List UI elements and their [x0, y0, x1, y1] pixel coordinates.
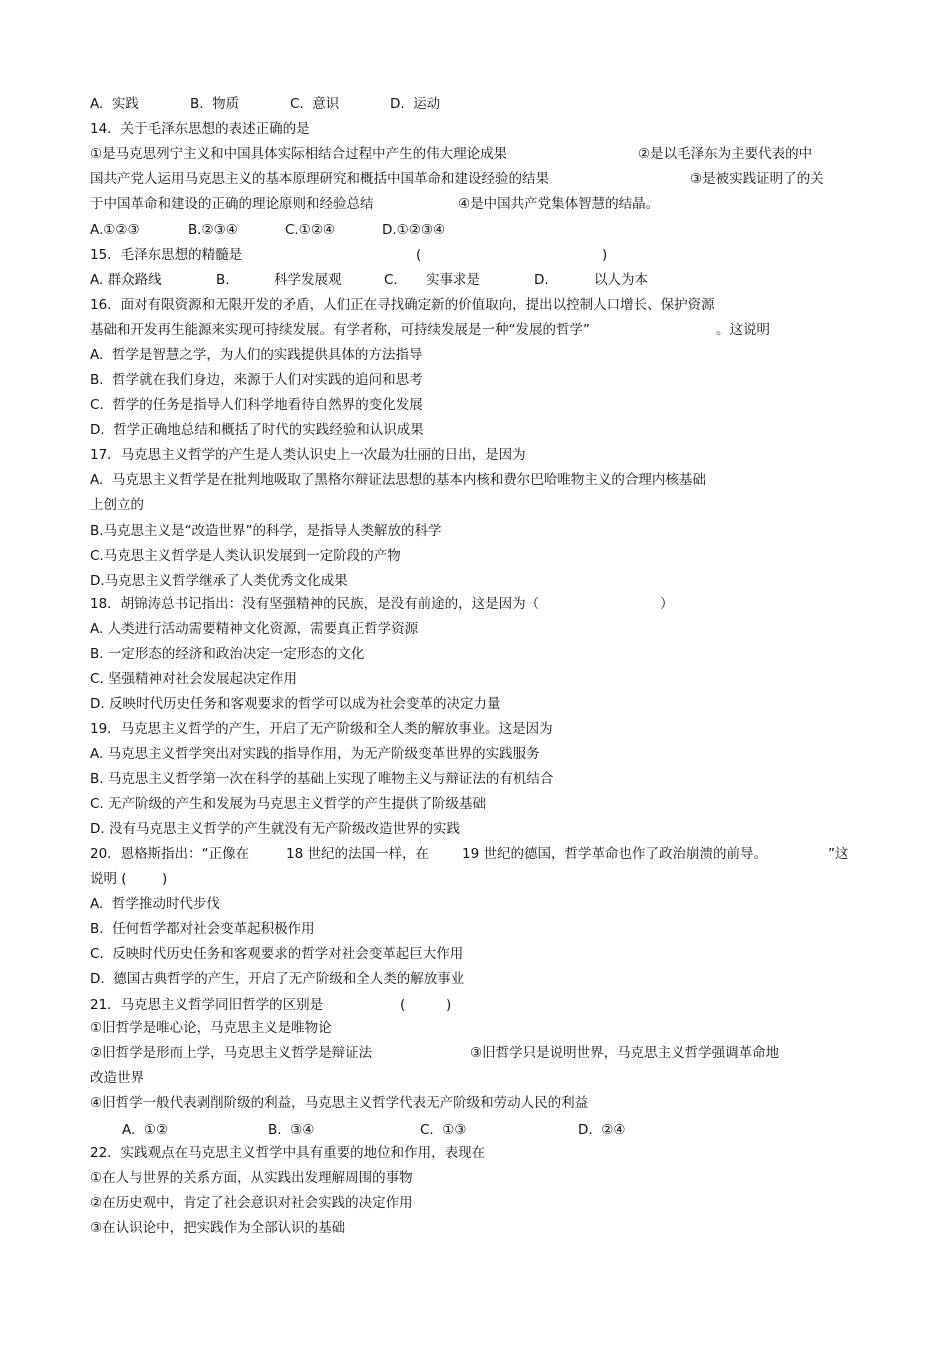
q20-stem-cont [90, 870, 168, 888]
q19-option-a: A. 马克思主义哲学突出对实践的指导作用，为无产阶级变革世界的实践服务 [90, 746, 540, 762]
question-text: 说明 ( [90, 871, 127, 887]
q21-statement-1: ①旧哲学是唯心论，马克思主义是唯物论 [90, 1020, 332, 1036]
statement-2: ②旧哲学是形而上学，马克思主义哲学是辩证法 [90, 1045, 373, 1061]
answer-paren-open: ( [416, 247, 422, 263]
option-d: D. 运动 [390, 96, 441, 112]
q20-option-b: B. 任何哲学都对社会变革起积极作用 [90, 921, 315, 937]
q16-option-d: D. 哲学正确地总结和概括了时代的实践经验和认识成果 [90, 422, 424, 438]
q21-statement-3-cont: 改造世界 [90, 1070, 144, 1086]
option-c: C. ①③ [420, 1122, 467, 1138]
q20-option-c: C. 反映时代历史任务和客观要求的哲学对社会变革起巨大作用 [90, 946, 464, 962]
q14-statement-line [90, 170, 824, 188]
option-d: D. ②④ [578, 1122, 626, 1138]
q18-option-d: D. 反映时代历史任务和客观要求的哲学可以成为社会变革的决定力量 [90, 696, 501, 712]
option-a: A. 群众路线 [90, 272, 162, 288]
option-a: A. ①② [122, 1122, 169, 1138]
q15-options [90, 271, 648, 289]
q19-option-c: C. 无产阶级的产生和发展为马克思主义哲学的产生提供了阶级基础 [90, 796, 487, 812]
statement-4: ④是中国共产党集体智慧的结晶。 [458, 196, 660, 212]
q22-statement-2: ②在历史观中，肯定了社会意识对社会实践的决定作用 [90, 1195, 413, 1211]
option-d: D.①②③④ [382, 222, 446, 238]
q17-option-a: A. 马克思主义哲学是在批判地吸取了黑格尔辩证法思想的基本内核和费尔巴哈唯物主义的合理内核基础 [90, 472, 706, 488]
option-b: B.②③④ [188, 222, 238, 238]
question-text: 20．恩格斯指出：“正像在 [90, 846, 250, 862]
q15-stem [90, 246, 608, 264]
question-text-3: 19 世纪的德国，哲学革命也作了政治崩溃的前导。 [462, 846, 767, 862]
q19-option-d: D. 没有马克思主义哲学的产生就没有无产阶级改造世界的实践 [90, 821, 460, 837]
q21-statement-line [90, 1044, 780, 1062]
q22-statement-3: ③在认识论中，把实践作为全部认识的基础 [90, 1220, 346, 1236]
option-b: B. ③④ [268, 1122, 315, 1138]
question-text-end: 。这说明 [716, 322, 770, 338]
q20-option-d: D. 德国古典哲学的产生，开启了无产阶级和全人类的解放事业 [90, 971, 465, 987]
option-b: B. 物质 [190, 96, 240, 112]
q17-stem: 17．马克思主义哲学的产生是人类认识史上一次最为壮丽的日出，是因为 [90, 447, 526, 463]
q14-statement-line [90, 145, 813, 163]
option-c-letter: C. [384, 272, 398, 288]
q22-statement-1: ①在人与世界的关系方面，从实践出发理解周围的事物 [90, 1170, 413, 1186]
option-c: C.①②④ [285, 222, 336, 238]
q22-stem: 22．实践观点在马克思主义哲学中具有重要的地位和作用，表现在 [90, 1145, 486, 1161]
q19-stem: 19．马克思主义哲学的产生，开启了无产阶级和全人类的解放事业。这是因为 [90, 721, 553, 737]
statement-3: ③是被实践证明了的关 [690, 171, 824, 187]
q20-option-a: A. 哲学推动时代步伐 [90, 896, 220, 912]
question-text: 18．胡锦涛总书记指出：没有坚强精神的民族，是没有前途的，这是因为（ [90, 596, 540, 612]
q17-option-a-cont: 上创立的 [90, 497, 144, 513]
option-c: C. 意识 [290, 96, 340, 112]
statement-1: ①是马克思列宁主义和中国具体实际相结合过程中产生的伟大理论成果 [90, 146, 508, 162]
statement-3-cont: 于中国革命和建设的正确的理论原则和经验总结 [90, 196, 374, 212]
question-text-2: 18 世纪的法国一样，在 [286, 846, 429, 862]
q16-stem: 16．面对有限资源和无限开发的矛盾，人们正在寻找确定新的价值取向，提出以控制人口增长、保护资源 [90, 297, 715, 313]
statement-2-cont: 国共产党人运用马克思主义的基本原理研究和概括中国革命和建设经验的结果 [90, 171, 549, 187]
q16-option-c: C. 哲学的任务是指导人们科学地看待自然界的变化发展 [90, 397, 423, 413]
option-a: A. 实践 [90, 96, 139, 112]
option-d-letter: D. [534, 272, 549, 288]
q18-stem [90, 595, 674, 613]
q17-option-c: C.马克思主义哲学是人类认识发展到一定阶段的产物 [90, 548, 401, 564]
q17-option-b: B.马克思主义是“改造世界”的科学，是指导人类解放的科学 [90, 523, 442, 539]
q16-option-b: B. 哲学就在我们身边，来源于人们对实践的追问和思考 [90, 372, 423, 388]
q13-options [90, 95, 441, 113]
option-c-text: 实事求是 [426, 272, 480, 288]
question-text: 21．马克思主义哲学同旧哲学的区别是 [90, 997, 324, 1013]
answer-paren-close: ) [602, 247, 608, 263]
q18-option-b: B. 一定形态的经济和政治决定一定形态的文化 [90, 646, 365, 662]
q21-options [90, 1121, 626, 1139]
statement-2: ②是以毛泽东为主要代表的中 [638, 146, 813, 162]
option-b-text: 科学发展观 [274, 272, 342, 288]
option-b-letter: B. [216, 272, 230, 288]
option-a: A.①②③ [90, 222, 140, 238]
question-text-end: ”这 [828, 846, 849, 862]
q20-stem [90, 845, 849, 863]
q18-option-a: A. 人类进行活动需要精神文化资源，需要真正哲学资源 [90, 621, 419, 637]
option-d-text: 以人为本 [594, 272, 648, 288]
q18-option-c: C. 坚强精神对社会发展起决定作用 [90, 671, 298, 687]
q14-statement-line [90, 195, 660, 213]
answer-paren-close: ) [162, 871, 168, 887]
q19-option-b: B. 马克思主义哲学第一次在科学的基础上实现了唯物主义与辩证法的有机结合 [90, 771, 554, 787]
answer-paren-close: ） [660, 596, 674, 612]
q17-option-d: D.马克思主义哲学继承了人类优秀文化成果 [90, 573, 348, 589]
q21-statement-4: ④旧哲学一般代表剥削阶级的利益，马克思主义哲学代表无产阶级和劳动人民的利益 [90, 1095, 589, 1111]
question-text: 15．毛泽东思想的精髓是 [90, 247, 243, 263]
q16-option-a: A. 哲学是智慧之学，为人们的实践提供具体的方法指导 [90, 347, 423, 363]
q21-stem [90, 996, 452, 1014]
statement-3: ③旧哲学只是说明世界，马克思主义哲学强调革命地 [470, 1045, 780, 1061]
q14-options [90, 221, 446, 239]
question-text: 基础和开发再生能源来实现可持续发展。有学者称，可持续发展是一种“发展的哲学” [90, 322, 590, 338]
answer-paren-open: ( [400, 997, 406, 1013]
q14-stem: 14．关于毛泽东思想的表述正确的是 [90, 121, 310, 137]
answer-paren-close: ) [446, 997, 452, 1013]
q16-stem-cont [90, 321, 770, 339]
